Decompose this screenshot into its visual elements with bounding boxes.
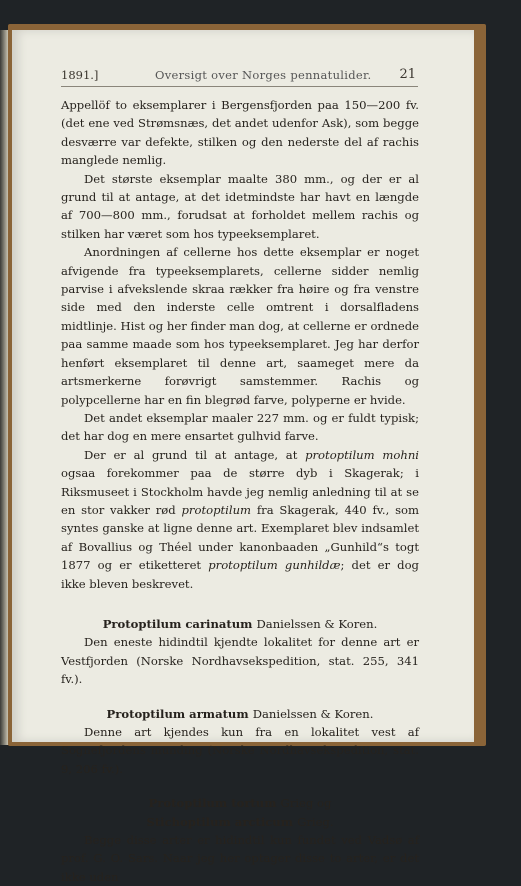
paragraph: Begge disse arter er hidindtil kun fundet ved Vadsø af prof. G. O. Sars. Naar jeg her optager disse to arter, er det ikke uden xyxy=(61,833,419,884)
text-run: Der er al grund til at antage, at xyxy=(84,447,306,462)
text-run: ; det er dog ikke bleven beskrevet. xyxy=(61,558,419,591)
paragraph: Appellöf to eksemplarer i Bergensfjorden paa 150—200 fv. (det ene ved Strømsnæs, det andet udenfor Ask), som begge desværre var defekte, stilken og den nederste del af rachis manglede nemlig. xyxy=(61,98,419,168)
paragraph: Det største eksemplar maalte 380 mm., og der er al grund til at antage, at det idetmindste har havt en længde af 700—800 mm., forudsat at forholdet mellem rachis og stilken har været som hos typeeksemplaret. xyxy=(61,171,419,241)
species-heading xyxy=(61,813,419,831)
species-authority: Grieg. xyxy=(297,814,334,829)
species-heading xyxy=(61,794,419,812)
paragraph: Den eneste hidindtil kjendte lokalitet for denne art er Vestfjorden (Norske Nordhavsekspedition, stat. 255, 341 fv.). xyxy=(61,635,419,687)
text-run: fra Skagerak, 440 fv., som syntes ganske at ligne denne art. Exemplaret blev indsamlet af Bovallius og Théel under kanonbaaden „Gunhild“s togt 1877 og er etiketteret xyxy=(61,502,420,573)
species-title: Protoptilum armatum xyxy=(106,706,249,721)
text-run: ogsaa forekommer paa de større dyb i Skagerak; i Riksmuseet i Stockholm havde jeg nemlig anledning til at se en stor vakker rød xyxy=(61,466,419,517)
species-name: protoptilum gunhildæ xyxy=(208,558,341,573)
species-title: Protoptilum carinatum xyxy=(102,616,253,631)
book-page xyxy=(12,30,474,884)
paragraph xyxy=(61,446,419,593)
species-name: protoptilum mohni xyxy=(305,447,419,462)
header-rule xyxy=(61,86,418,87)
species-heading xyxy=(61,615,419,633)
paragraph: Det andet eksemplar maaler 227 mm. og er fuldt typisk; det har dog en mere ensartet gulhvid farve. xyxy=(61,410,419,444)
running-title: Oversigt over Norges pennatulider. xyxy=(155,68,372,82)
header-year: 1891.] xyxy=(61,68,99,82)
page-number: 21 xyxy=(399,67,416,82)
species-authority: Danielssen & Koren. xyxy=(252,706,374,721)
species-authority: Grieg og xyxy=(280,796,332,811)
species-heading xyxy=(61,705,419,723)
species-title: Stichoptilum arcticum xyxy=(146,814,294,829)
species-title: Protoptilum tortum xyxy=(148,796,277,811)
paragraph: Anordningen af cellerne hos dette eksemplar er noget afvigende fra typeeksemplarets, cellerne sidder nemlig parvise i afvekslende skraa rækker fra høire og fra venstre side med den inderste celle omtrent i dorsalfladens midtlinje. Hist og her finder man dog, at cellerne er ordnede paa samme maade som hos typeeksemplaret. Jeg har derfor henført eksemplaret til denne art, saameget mere da artsmerkerne forøvrigt samstemmer. Rachis og polypcellerne har en fin blegrød farve, polyperne er hvide. xyxy=(61,245,419,407)
species-authority: Danielssen & Koren. xyxy=(256,616,378,631)
paragraph: Denne art kjendes kun fra en lokalitet vest af Sognefjordens munding (Norske Nordhavsekspedition, stat. 9, 206 fv.). xyxy=(61,725,419,776)
species-name: protoptilum xyxy=(181,502,252,517)
